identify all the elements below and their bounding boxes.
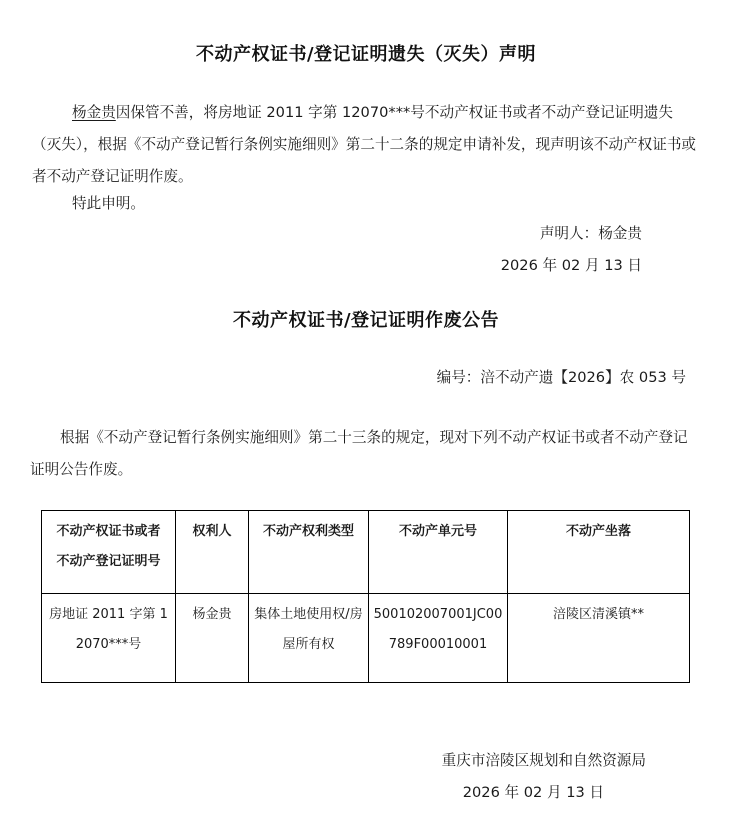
header-certificate-line2: 不动产登记证明号 xyxy=(56,554,161,569)
cell-right-type: 集体土地使用权/房屋所有权 xyxy=(249,594,369,683)
issuing-authority: 重庆市涪陵区规划和自然资源局 xyxy=(441,752,646,769)
cell-unit-no: 500102007001JC00789F00010001 xyxy=(369,594,508,683)
cell-location: 涪陵区清溪镇** xyxy=(508,594,690,683)
header-right-type: 不动产权利类型 xyxy=(249,511,369,594)
statement-body xyxy=(32,97,700,193)
header-holder: 权利人 xyxy=(176,511,249,594)
notice-body xyxy=(30,422,700,486)
notice-title: 不动产权证书/登记证明作废公告 xyxy=(232,310,500,331)
notice-date: 2026 年 02 月 13 日 xyxy=(462,784,604,801)
table-header-row xyxy=(42,511,690,594)
table-row xyxy=(42,594,690,683)
special-note xyxy=(32,188,700,220)
header-unit-no: 不动产单元号 xyxy=(369,511,508,594)
cell-holder: 杨金贵 xyxy=(176,594,249,683)
notice-number: 编号：涪不动产遗【2026】农 053 号 xyxy=(436,369,686,386)
statement-date: 2026 年 02 月 13 日 xyxy=(500,257,642,274)
special-note-text: 特此申明。 xyxy=(72,195,145,212)
statement-title: 不动产权证书/登记证明遗失（灭失）声明 xyxy=(195,44,537,65)
records-table xyxy=(41,510,690,683)
header-certificate xyxy=(42,511,176,594)
notice-body-text: 根据《不动产登记暂行条例实施细则》第二十三条的规定，现对下列不动产权证书或者不动产登记证明公告作废。 xyxy=(30,429,688,478)
owner-name: 杨金贵 xyxy=(72,104,116,121)
header-certificate-line1: 不动产权证书或者 xyxy=(56,524,161,539)
declarant: 声明人：杨金贵 xyxy=(539,225,642,242)
statement-body-text: 因保管不善，将房地证 2011 字第 12070***号不动产权证书或者不动产登记证明遗失（灭失），根据《不动产登记暂行条例实施细则》第二十二条的规定申请补发，现声明该不动产权证书或者不动产登记证明作废。 xyxy=(32,104,697,185)
cell-certificate: 房地证 2011 字第 12070***号 xyxy=(42,594,176,683)
header-location: 不动产坐落 xyxy=(508,511,690,594)
